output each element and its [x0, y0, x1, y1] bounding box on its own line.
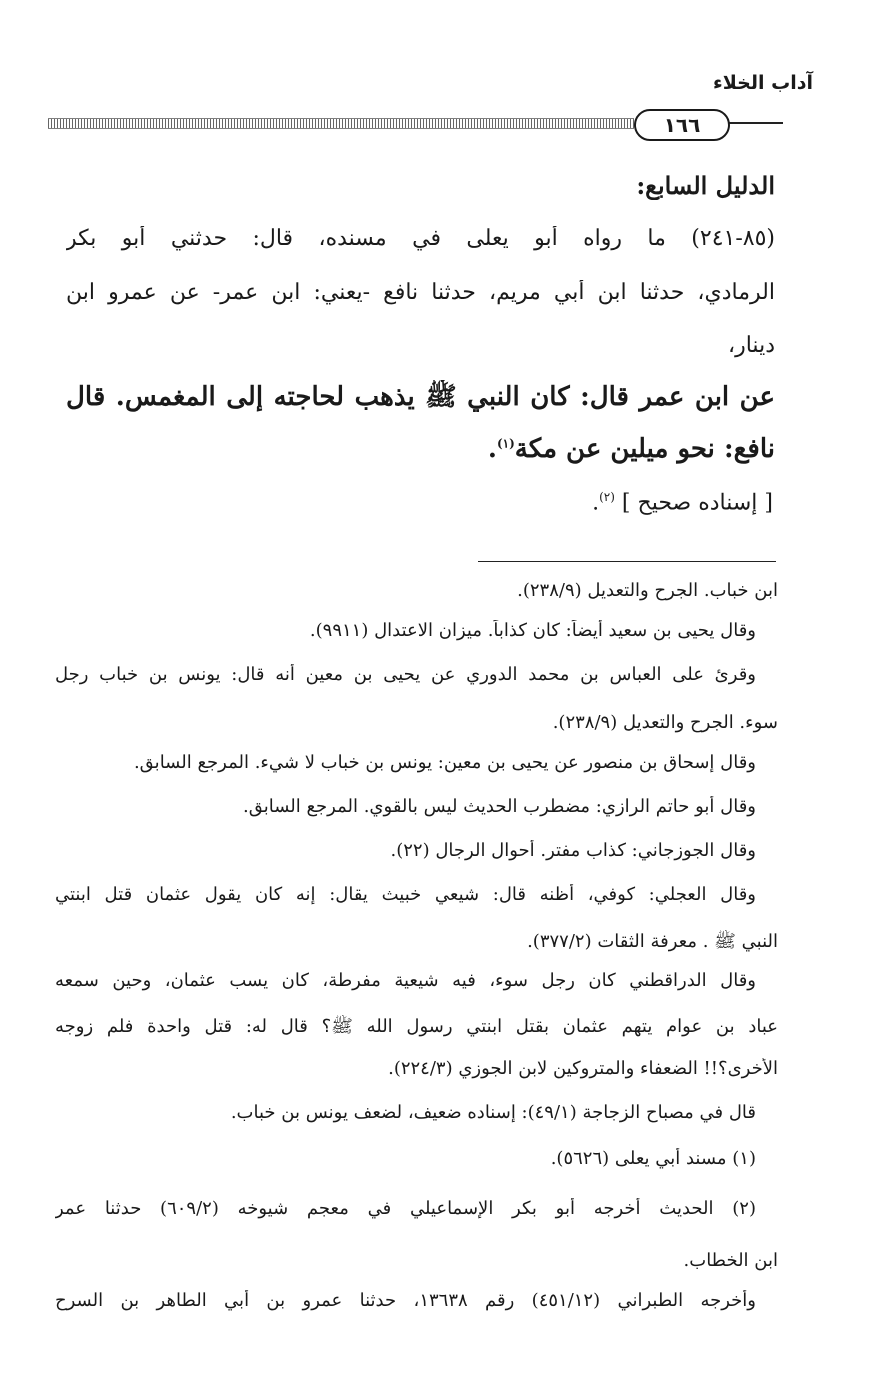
grading-text: [ إسناده صحيح ]	[621, 490, 773, 516]
hadith-end: .	[487, 434, 497, 464]
footnote-line: الأخرى؟!! الضعفاء والمتروكين لابن الجوزي (٢٢٤/٣).	[388, 1058, 778, 1079]
footnote-line: النبي ﷺ . معرفة الثقات (٣٧٧/٢).	[527, 931, 778, 952]
footnote-separator	[478, 561, 776, 562]
footnote-line: سوء. الجرح والتعديل (٢٣٨/٩).	[552, 712, 778, 733]
footnote-line: وقال الدراقطني كان رجل سوء، فيه شيعية مفرطة، كان يسب عثمان، وحين سمعه	[55, 970, 756, 991]
footnote-line: وأخرجه الطبراني (٤٥١/١٢) رقم ١٣٦٣٨، حدثنا عمرو بن أبي الطاهر بن السرح	[55, 1290, 756, 1311]
footnote-line: ابن خباب. الجرح والتعديل (٢٣٨/٩).	[517, 580, 778, 601]
footnote-line: وقال الجوزجاني: كذاب مفتر. أحوال الرجال (٢٢).	[390, 840, 756, 861]
footnote-line: ابن الخطاب.	[683, 1250, 778, 1271]
footnote-line: وقرئ على العباس بن محمد الدوري عن يحيى بن معين أنه قال: يونس بن خباب رجل	[55, 664, 756, 685]
hadith-line-final	[66, 434, 775, 464]
grading	[64, 490, 775, 515]
narration-line: (٨٥-٢٤١) ما رواه أبو يعلى في مسنده، قال: حدثني أبو بكر	[66, 226, 775, 251]
footnote-line: وقال إسحاق بن منصور عن يحيى بن معين: يونس بن خباب لا شيء. المرجع السابق.	[133, 752, 756, 773]
footnote-ref-2: (٢)	[599, 490, 615, 504]
footnote-line: عباد بن عوام يتهم عثمان بقتل ابنتي رسول الله ﷺ؟ قال له: قتل واحدة فلم زوجه	[55, 1016, 778, 1037]
footnote-line: قال في مصباح الزجاجة (٤٩/١): إسناده ضعيف، لضعف يونس بن خباب.	[230, 1102, 756, 1123]
section-heading: الدليل السابع:	[636, 171, 775, 200]
footnote-2: (٢) الحديث أخرجه أبو بكر الإسماعيلي في معجم شيوخه (٦٠٩/٢) حدثنا عمر	[55, 1198, 756, 1219]
page-number: ١٦٦	[634, 109, 730, 141]
header-rule-hatched	[48, 118, 634, 129]
narration-line: الرمادي، حدثنا ابن أبي مريم، حدثنا نافع -يعني: ابن عمر- عن عمرو ابن	[66, 280, 775, 305]
hadith-line: عن ابن عمر قال: كان النبي ﷺ يذهب لحاجته إلى المغمس. قال	[66, 382, 775, 412]
hadith-text: نافع: نحو ميلين عن مكة	[514, 434, 775, 464]
footnote-line: وقال يحيى بن سعيد أيضاً: كان كذاباً. ميزان الاعتدال (٩٩١١).	[309, 620, 756, 641]
footnote-line: وقال أبو حاتم الرازي: مضطرب الحديث ليس بالقوي. المرجع السابق.	[242, 796, 756, 817]
footnote-line: وقال العجلي: كوفي، أظنه قال: شيعي خبيث يقال: إنه كان يقول عثمان قتل ابنتي	[55, 884, 756, 905]
header-rule-line	[721, 122, 783, 124]
running-title: آداب الخلاء	[713, 72, 813, 94]
narration-line: دينار،	[728, 333, 775, 358]
footnote-ref-1: (١)	[496, 436, 515, 451]
grading-end: .	[592, 490, 600, 516]
footnote-1: (١) مسند أبي يعلى (٥٦٢٦).	[550, 1148, 756, 1169]
